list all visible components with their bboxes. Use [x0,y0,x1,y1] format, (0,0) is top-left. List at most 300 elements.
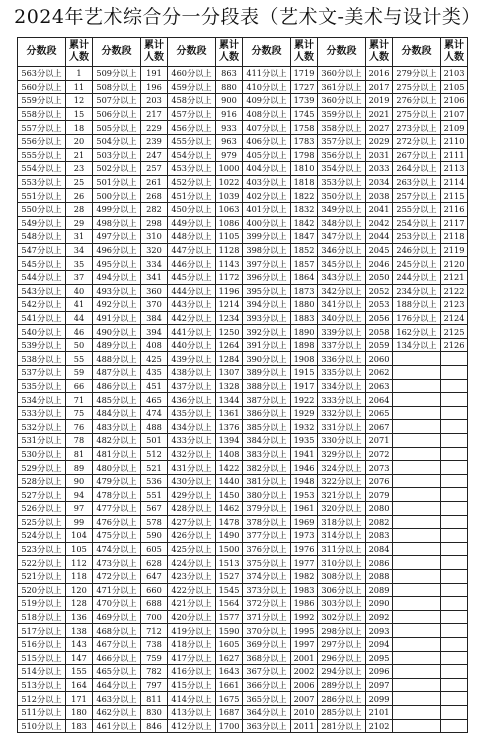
score-range-cell: 440分以上 [168,338,216,352]
score-range-cell: 360分以上 [318,94,366,108]
score-range-cell: 430分以上 [168,474,216,488]
score-range-cell: 485分以上 [93,393,141,407]
table-row [18,352,468,366]
score-range-cell: 272分以上 [393,134,441,148]
cumulative-count-cell: 1922 [291,393,318,407]
score-range-cell [393,366,441,380]
cumulative-count-cell: 2073 [366,461,393,475]
score-range-cell: 425分以上 [168,542,216,556]
score-range-cell: 490分以上 [93,325,141,339]
score-range-cell: 303分以上 [318,597,366,611]
score-range-cell: 487分以上 [93,366,141,380]
cumulative-count-cell: 20 [66,134,93,148]
score-range-cell: 339分以上 [318,325,366,339]
cumulative-count-cell: 1932 [291,420,318,434]
score-range-cell: 428分以上 [168,502,216,516]
cumulative-count-cell [441,569,468,583]
score-range-cell [393,556,441,570]
cumulative-count-cell: 2082 [366,515,393,529]
cumulative-count-cell: 2010 [291,705,318,719]
cumulative-count-cell: 647 [141,569,168,583]
table-row [18,298,468,312]
cumulative-count-cell: 155 [66,665,93,679]
table-row [18,80,468,94]
score-range-cell: 489分以上 [93,338,141,352]
cumulative-count-cell: 1105 [216,230,243,244]
score-range-cell: 162分以上 [393,325,441,339]
cumulative-count-cell: 1953 [291,488,318,502]
score-range-cell: 434分以上 [168,420,216,434]
score-range-cell: 500分以上 [93,189,141,203]
cumulative-count-cell: 1643 [216,665,243,679]
score-range-cell: 343分以上 [318,270,366,284]
score-range-cell: 469分以上 [93,610,141,624]
cumulative-count-cell: 50 [66,338,93,352]
cumulative-count-cell: 521 [141,461,168,475]
cumulative-count-cell: 97 [66,502,93,516]
cumulative-count-cell: 217 [141,107,168,121]
score-range-cell: 502分以上 [93,162,141,176]
header-cumulative-count: 累计 人数 [141,38,168,67]
table-row [18,719,468,733]
score-range-cell: 526分以上 [18,502,66,516]
cumulative-count-cell [441,583,468,597]
score-range-cell: 563分以上 [18,67,66,81]
score-range-cell: 410分以上 [243,80,291,94]
cumulative-count-cell: 2072 [366,447,393,461]
cumulative-count-cell: 916 [216,107,243,121]
score-range-cell: 540分以上 [18,325,66,339]
score-range-cell: 460分以上 [168,67,216,81]
score-range-cell: 558分以上 [18,107,66,121]
cumulative-count-cell: 99 [66,515,93,529]
cumulative-count-cell [441,597,468,611]
table-row [18,434,468,448]
score-range-cell: 334分以上 [318,379,366,393]
cumulative-count-cell: 2059 [366,338,393,352]
score-range-cell: 472分以上 [93,569,141,583]
cumulative-count-cell: 2058 [366,325,393,339]
cumulative-count-cell: 628 [141,556,168,570]
header-score-range: 分数段 [393,38,441,67]
cumulative-count-cell: 1462 [216,502,243,516]
score-range-cell [393,474,441,488]
cumulative-count-cell: 1783 [291,134,318,148]
cumulative-count-cell: 2113 [441,162,468,176]
cumulative-count-cell: 1545 [216,583,243,597]
score-range-cell: 429分以上 [168,488,216,502]
score-range-cell: 331分以上 [318,420,366,434]
table-row [18,270,468,284]
cumulative-count-cell: 12 [66,94,93,108]
cumulative-count-cell: 1214 [216,298,243,312]
cumulative-count-cell: 1408 [216,447,243,461]
score-range-cell: 281分以上 [318,719,366,733]
score-range-cell: 482分以上 [93,434,141,448]
score-range-cell [393,447,441,461]
score-range-cell: 324分以上 [318,461,366,475]
score-range-cell: 406分以上 [243,134,291,148]
cumulative-count-cell: 2063 [366,379,393,393]
table-row [18,162,468,176]
score-range-cell [393,569,441,583]
cumulative-count-cell: 1992 [291,610,318,624]
cumulative-count-cell: 2060 [366,352,393,366]
score-range-cell: 263分以上 [393,175,441,189]
score-range-cell: 483分以上 [93,420,141,434]
score-range-cell [393,678,441,692]
score-range-cell [393,597,441,611]
score-range-cell: 476分以上 [93,515,141,529]
score-range-cell: 551分以上 [18,189,66,203]
cumulative-count-cell: 1172 [216,270,243,284]
score-range-cell: 433分以上 [168,434,216,448]
cumulative-count-cell: 44 [66,311,93,325]
cumulative-count-cell: 1880 [291,298,318,312]
cumulative-count-cell: 2088 [366,569,393,583]
table-row [18,637,468,651]
score-range-cell [393,665,441,679]
cumulative-count-cell: 247 [141,148,168,162]
table-row [18,379,468,393]
score-range-cell: 442分以上 [168,311,216,325]
score-range-cell: 416分以上 [168,665,216,679]
score-range-cell: 420分以上 [168,610,216,624]
cumulative-count-cell: 2110 [441,134,468,148]
cumulative-count-cell [441,406,468,420]
score-range-cell: 486分以上 [93,379,141,393]
cumulative-count-cell: 2092 [366,610,393,624]
score-range-cell: 330分以上 [318,434,366,448]
score-range-cell: 548分以上 [18,230,66,244]
score-range-cell [393,502,441,516]
score-range-cell: 350分以上 [318,189,366,203]
score-range-cell: 498分以上 [93,216,141,230]
score-range-cell: 518分以上 [18,610,66,624]
cumulative-count-cell: 2095 [366,651,393,665]
score-range-cell: 371分以上 [243,610,291,624]
cumulative-count-cell: 164 [66,678,93,692]
score-range-cell: 463分以上 [93,692,141,706]
cumulative-count-cell [441,379,468,393]
score-range-cell: 467分以上 [93,637,141,651]
table-row [18,393,468,407]
cumulative-count-cell: 1758 [291,121,318,135]
table-row [18,705,468,719]
cumulative-count-cell: 2041 [366,202,393,216]
score-range-cell: 275分以上 [393,107,441,121]
cumulative-count-cell [441,529,468,543]
score-range-cell: 457分以上 [168,107,216,121]
score-range-cell: 512分以上 [18,692,66,706]
score-range-cell: 333分以上 [318,393,366,407]
cumulative-count-cell: 1995 [291,624,318,638]
header-score-range: 分数段 [93,38,141,67]
cumulative-count-cell: 2052 [366,284,393,298]
cumulative-count-cell: 320 [141,243,168,257]
cumulative-count-cell: 360 [141,284,168,298]
table-row [18,556,468,570]
cumulative-count-cell [441,393,468,407]
score-range-cell: 527分以上 [18,488,66,502]
cumulative-count-cell: 900 [216,94,243,108]
cumulative-count-cell: 1739 [291,94,318,108]
score-range-cell: 367分以上 [243,665,291,679]
cumulative-count-cell: 37 [66,270,93,284]
cumulative-count-cell: 1982 [291,569,318,583]
cumulative-count-cell: 474 [141,406,168,420]
score-range-cell: 347分以上 [318,230,366,244]
table-row [18,257,468,271]
cumulative-count-cell: 1687 [216,705,243,719]
score-range-cell: 405分以上 [243,148,291,162]
table-row [18,107,468,121]
score-range-cell: 342分以上 [318,284,366,298]
score-range-cell: 375分以上 [243,556,291,570]
cumulative-count-cell: 2115 [441,189,468,203]
cumulative-count-cell: 2031 [366,148,393,162]
cumulative-count-cell: 23 [66,162,93,176]
cumulative-count-cell: 143 [66,637,93,651]
score-range-cell: 516分以上 [18,637,66,651]
cumulative-count-cell: 465 [141,393,168,407]
score-range-cell [393,692,441,706]
header-cumulative-count: 累计 人数 [216,38,243,67]
cumulative-count-cell [441,502,468,516]
cumulative-count-cell: 1719 [291,67,318,81]
cumulative-count-cell: 551 [141,488,168,502]
table-row [18,665,468,679]
score-range-cell: 541分以上 [18,311,66,325]
score-range-cell: 557分以上 [18,121,66,135]
cumulative-count-cell: 2080 [366,502,393,516]
score-range-cell: 478分以上 [93,488,141,502]
cumulative-count-cell: 268 [141,189,168,203]
cumulative-count-cell: 1983 [291,583,318,597]
score-range-cell: 296分以上 [318,651,366,665]
cumulative-count-cell: 1284 [216,352,243,366]
cumulative-count-cell: 1478 [216,515,243,529]
score-range-cell: 393分以上 [243,311,291,325]
score-range-cell: 447分以上 [168,243,216,257]
cumulative-count-cell: 35 [66,257,93,271]
cumulative-count-cell: 40 [66,284,93,298]
cumulative-count-cell: 94 [66,488,93,502]
cumulative-count-cell: 2062 [366,366,393,380]
cumulative-count-cell: 71 [66,393,93,407]
cumulative-count-cell: 2114 [441,175,468,189]
table-row [18,366,468,380]
cumulative-count-cell: 183 [66,719,93,733]
score-range-cell: 348分以上 [318,216,366,230]
cumulative-count-cell: 2116 [441,202,468,216]
cumulative-count-cell: 1440 [216,474,243,488]
score-range-cell: 378分以上 [243,515,291,529]
table-row [18,94,468,108]
cumulative-count-cell: 1590 [216,624,243,638]
cumulative-count-cell: 370 [141,298,168,312]
score-range-cell: 513分以上 [18,678,66,692]
cumulative-count-cell [441,665,468,679]
cumulative-count-cell: 1490 [216,529,243,543]
score-range-cell: 379分以上 [243,502,291,516]
score-range-cell: 188分以上 [393,298,441,312]
table-row [18,189,468,203]
score-range-cell: 398分以上 [243,243,291,257]
cumulative-count-cell: 1627 [216,651,243,665]
score-range-cell: 311分以上 [318,542,366,556]
cumulative-count-cell: 1929 [291,406,318,420]
cumulative-count-cell: 451 [141,379,168,393]
score-range-cell: 444分以上 [168,284,216,298]
score-range-cell: 443分以上 [168,298,216,312]
score-range-cell: 412分以上 [168,719,216,733]
table-row [18,583,468,597]
cumulative-count-cell: 2097 [366,678,393,692]
cumulative-count-cell: 81 [66,447,93,461]
score-range-cell: 388分以上 [243,379,291,393]
cumulative-count-cell: 1 [66,67,93,81]
cumulative-count-cell: 18 [66,121,93,135]
score-range-cell: 522分以上 [18,556,66,570]
table-row [18,488,468,502]
cumulative-count-cell [441,624,468,638]
cumulative-count-cell: 2123 [441,298,468,312]
score-range-cell: 438分以上 [168,366,216,380]
score-range-cell: 465分以上 [93,665,141,679]
cumulative-count-cell: 2053 [366,298,393,312]
cumulative-count-cell: 2093 [366,624,393,638]
score-range-cell: 275分以上 [393,80,441,94]
cumulative-count-cell: 2086 [366,556,393,570]
score-range-cell: 508分以上 [93,80,141,94]
score-range-cell: 493分以上 [93,284,141,298]
table-row [18,216,468,230]
cumulative-count-cell: 933 [216,121,243,135]
cumulative-count-cell: 28 [66,202,93,216]
score-range-cell: 314分以上 [318,529,366,543]
score-range-cell: 455分以上 [168,134,216,148]
cumulative-count-cell: 138 [66,624,93,638]
cumulative-count-cell: 136 [66,610,93,624]
score-range-cell: 384分以上 [243,434,291,448]
cumulative-count-cell [441,515,468,529]
cumulative-count-cell: 2076 [366,474,393,488]
cumulative-count-cell: 979 [216,148,243,162]
cumulative-count-cell: 2002 [291,665,318,679]
cumulative-count-cell: 180 [66,705,93,719]
table-row [18,67,468,81]
cumulative-count-cell: 605 [141,542,168,556]
score-range-cell: 255分以上 [393,202,441,216]
cumulative-count-cell: 2029 [366,134,393,148]
score-range-cell: 479分以上 [93,474,141,488]
score-range-cell: 390分以上 [243,352,291,366]
score-range-cell: 505分以上 [93,121,141,135]
cumulative-count-cell [441,542,468,556]
cumulative-count-cell: 78 [66,434,93,448]
header-cumulative-count: 累计 人数 [366,38,393,67]
cumulative-count-cell: 1422 [216,461,243,475]
cumulative-count-cell: 104 [66,529,93,543]
cumulative-count-cell: 830 [141,705,168,719]
cumulative-count-cell: 2111 [441,148,468,162]
score-range-cell: 356分以上 [318,148,366,162]
cumulative-count-cell: 261 [141,175,168,189]
header-score-range: 分数段 [318,38,366,67]
cumulative-count-cell: 41 [66,298,93,312]
score-range-cell: 318分以上 [318,515,366,529]
score-range-cell [393,529,441,543]
page-title: 2024年艺术综合分一分段表（艺术文-美术与设计类） [14,6,481,28]
score-range-cell: 484分以上 [93,406,141,420]
cumulative-count-cell: 298 [141,216,168,230]
score-range-cell: 387分以上 [243,393,291,407]
score-range-cell [393,637,441,651]
table-row [18,474,468,488]
cumulative-count-cell: 2067 [366,420,393,434]
score-range-cell: 358分以上 [318,121,366,135]
score-range-cell: 391分以上 [243,338,291,352]
cumulative-count-cell: 1307 [216,366,243,380]
score-range-cell: 559分以上 [18,94,66,108]
cumulative-count-cell: 782 [141,665,168,679]
score-range-cell: 346分以上 [318,243,366,257]
cumulative-count-cell: 1000 [216,162,243,176]
cumulative-count-cell: 578 [141,515,168,529]
score-range-cell: 298分以上 [318,624,366,638]
score-range-cell: 308分以上 [318,569,366,583]
score-range-cell: 397分以上 [243,257,291,271]
score-range-cell: 426分以上 [168,529,216,543]
score-range-cell: 254分以上 [393,216,441,230]
cumulative-count-cell: 1700 [216,719,243,733]
score-range-cell: 424分以上 [168,556,216,570]
cumulative-count-cell: 76 [66,420,93,434]
score-range-cell: 458分以上 [168,94,216,108]
cumulative-count-cell [441,447,468,461]
score-range-cell: 534分以上 [18,393,66,407]
score-range-cell: 365分以上 [243,692,291,706]
score-range-cell [393,379,441,393]
score-range-cell: 361分以上 [318,80,366,94]
cumulative-count-cell: 31 [66,230,93,244]
cumulative-count-cell: 46 [66,325,93,339]
score-range-cell: 245分以上 [393,257,441,271]
header-cumulative-count: 累计 人数 [66,38,93,67]
cumulative-count-cell: 1961 [291,502,318,516]
cumulative-count-cell: 2121 [441,270,468,284]
header-row [18,38,468,67]
cumulative-count-cell: 2065 [366,406,393,420]
cumulative-count-cell: 1394 [216,434,243,448]
score-range-cell [393,393,441,407]
cumulative-count-cell: 282 [141,202,168,216]
score-range-cell: 506分以上 [93,107,141,121]
score-range-cell: 488分以上 [93,352,141,366]
cumulative-count-cell: 25 [66,175,93,189]
cumulative-count-cell: 2071 [366,434,393,448]
cumulative-count-cell: 196 [141,80,168,94]
score-range-cell: 462分以上 [93,705,141,719]
table-row [18,121,468,135]
cumulative-count-cell: 75 [66,406,93,420]
cumulative-count-cell [441,719,468,733]
cumulative-count-cell: 1661 [216,678,243,692]
score-range-cell: 435分以上 [168,406,216,420]
score-range-cell: 519分以上 [18,597,66,611]
score-range-cell: 297分以上 [318,637,366,651]
